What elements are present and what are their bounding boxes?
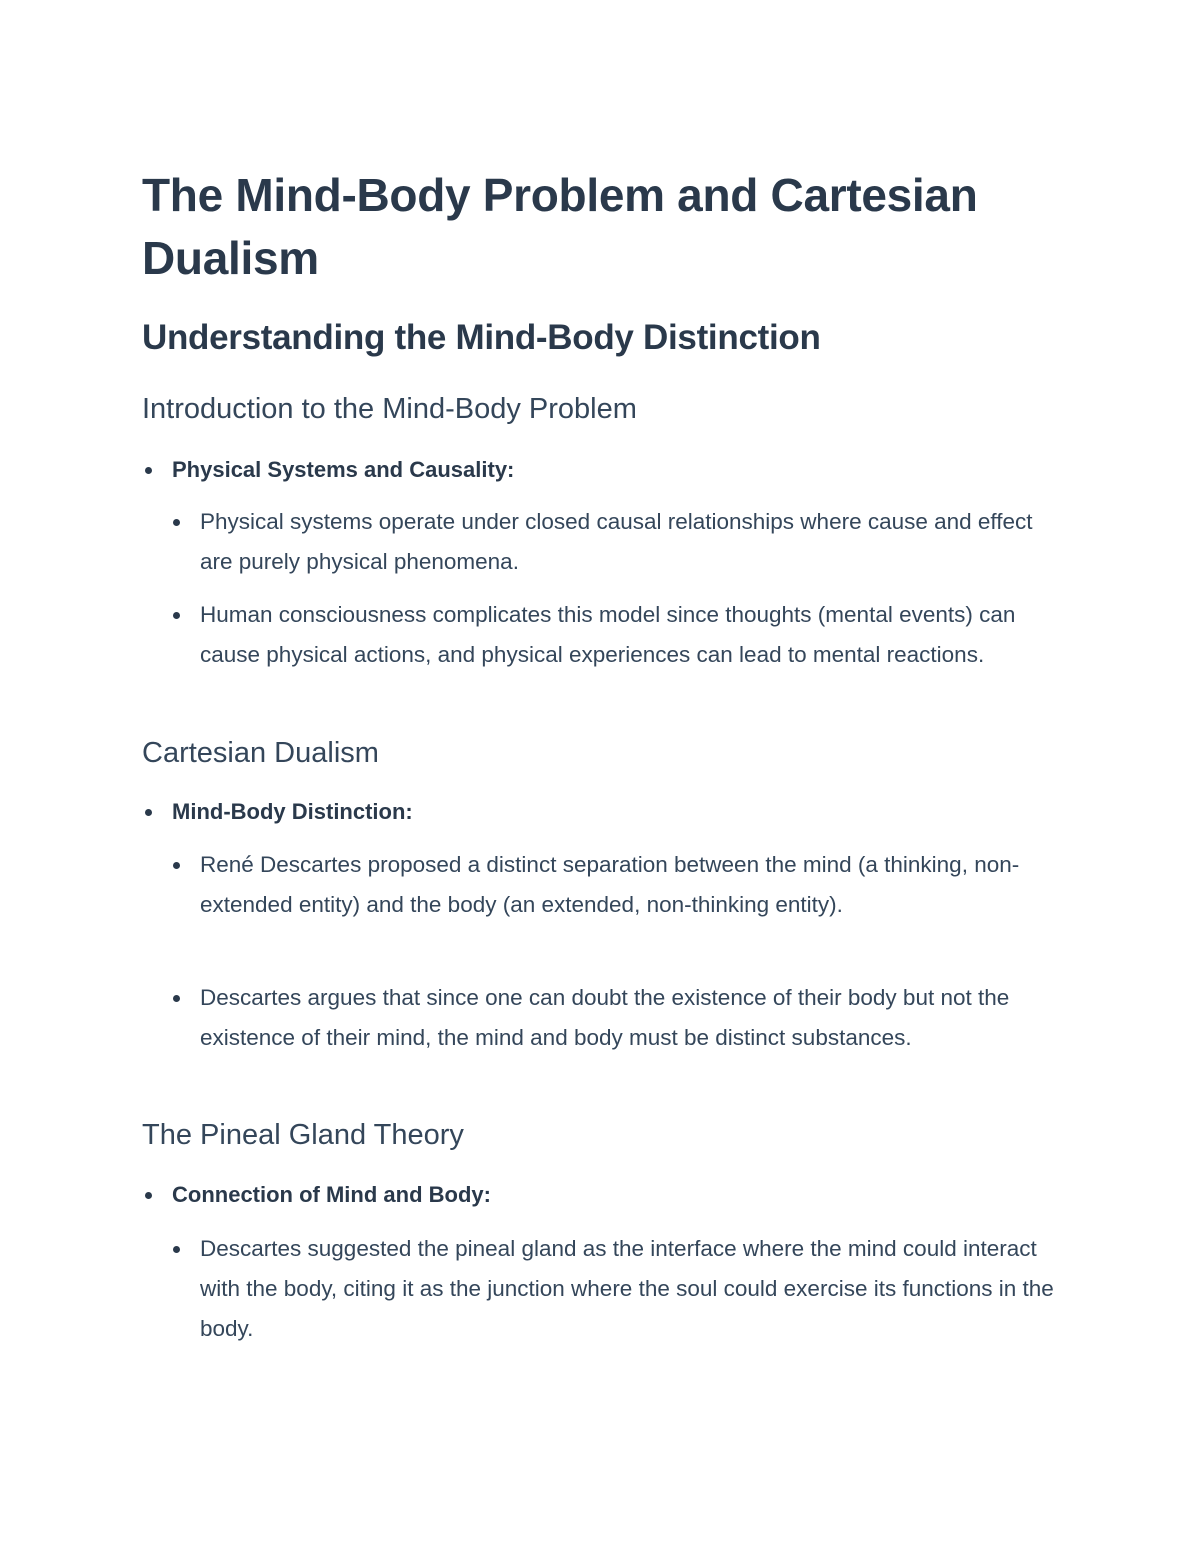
document-title: The Mind-Body Problem and Cartesian Dualism (142, 169, 978, 284)
list-item: René Descartes proposed a distinct separation between the mind (a thinking, non-extended entity) and the body (an extended, non-thinking entity). (200, 845, 1070, 925)
document-subtitle: Understanding the Mind-Body Distinction (142, 318, 821, 357)
list-item: Descartes argues that since one can doubt the existence of their body but not the existence of their mind, the mind and body must be distinct substances. (200, 978, 1070, 1058)
topic-bullet-mind-body-distinction: Mind-Body Distinction: (142, 797, 413, 827)
topic-bullet-connection: Connection of Mind and Body: (142, 1180, 491, 1210)
section-heading-introduction: Introduction to the Mind-Body Problem (142, 393, 637, 425)
list-item: Physical systems operate under closed causal relationships where cause and effect are purely physical phenomena. (200, 502, 1070, 582)
topic-bullet-physical-systems: Physical Systems and Causality: (142, 455, 514, 485)
section-heading-cartesian-dualism: Cartesian Dualism (142, 737, 379, 769)
section-heading-pineal-gland: The Pineal Gland Theory (142, 1119, 464, 1151)
list-item: Descartes suggested the pineal gland as the interface where the mind could interact with the body, citing it as the junction where the soul could exercise its functions in the body. (200, 1229, 1070, 1349)
list-item: Human consciousness complicates this model since thoughts (mental events) can cause physical actions, and physical experiences can lead to mental reactions. (200, 595, 1070, 675)
